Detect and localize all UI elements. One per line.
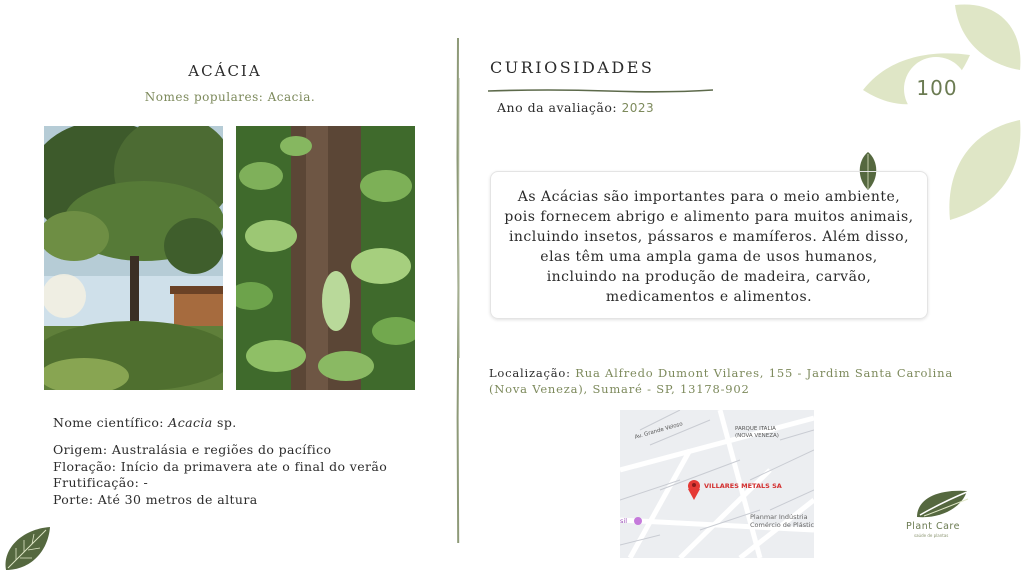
curiosity-text: As Acácias são importantes para o meio ambiente, pois fornecem abrigo e alimento para muitos animais, incluindo insetos, pássaros e mamíferos. Além disso, elas têm uma ampla gama de usos humanos, incluindo na produção de madeira, carvão, medicamentos e alimentos. bbox=[504, 189, 914, 305]
brand-name: Plant Care bbox=[906, 521, 960, 532]
location bbox=[489, 365, 989, 397]
plant-number-badge: 100 bbox=[916, 76, 958, 100]
map-poi-label bbox=[750, 513, 814, 529]
curiosities-heading: CURIOSIDADES bbox=[490, 58, 655, 77]
map-pin-label: VILLARES METALS SA bbox=[704, 482, 782, 490]
scientific-name bbox=[53, 415, 237, 430]
origin-text: Origem: Australásia e regiões do pacífico bbox=[53, 442, 332, 457]
map-district-label bbox=[735, 426, 779, 440]
scientific-label: Nome científico: bbox=[53, 415, 169, 430]
brush-divider bbox=[455, 38, 461, 543]
location-label: Localização: bbox=[489, 366, 576, 380]
map-district-line1: PARQUE ITALIA bbox=[735, 426, 776, 432]
location-map[interactable] bbox=[620, 410, 814, 558]
year-label: Ano da avaliação: bbox=[497, 100, 622, 115]
logo-leaf-icon bbox=[912, 487, 982, 521]
decorative-leaves bbox=[860, 0, 1024, 229]
map-street-label: Av. Grande Veloso bbox=[634, 421, 684, 441]
trunk-photo bbox=[236, 126, 415, 390]
plant-details bbox=[53, 442, 387, 508]
year-value: 2023 bbox=[621, 101, 655, 115]
flowering-text: Floração: Início da primavera ate o final do verão bbox=[53, 458, 388, 474]
scientific-suffix: sp. bbox=[212, 415, 237, 430]
brand-tagline: saúde de plantas bbox=[914, 533, 949, 538]
size-text: Porte: Até 30 metros de altura bbox=[53, 491, 258, 507]
map-poi-line1: Planmar Indústria bbox=[750, 513, 808, 521]
plant-title: ACÁCIA bbox=[188, 62, 262, 80]
scientific-genus: Acacia bbox=[168, 415, 213, 430]
map-poi-left-label: sil bbox=[620, 517, 627, 525]
map-poi-line2: Comércio de Plástic bbox=[750, 521, 814, 529]
popular-names: Nomes populares: Acacia. bbox=[144, 90, 316, 104]
tree-photo bbox=[44, 126, 223, 390]
map-district-line2: (NOVA VENEZA) bbox=[735, 433, 779, 439]
location-address: Rua Alfredo Dumont Vilares, 155 - Jardim Santa Carolina (Nova Veneza), Sumaré - SP, 13178-902 bbox=[489, 366, 953, 396]
evaluation-year bbox=[497, 100, 654, 115]
leaf-icon bbox=[2, 524, 52, 576]
heading-underline bbox=[488, 79, 713, 98]
fruiting-text: Frutificação: - bbox=[53, 475, 149, 490]
